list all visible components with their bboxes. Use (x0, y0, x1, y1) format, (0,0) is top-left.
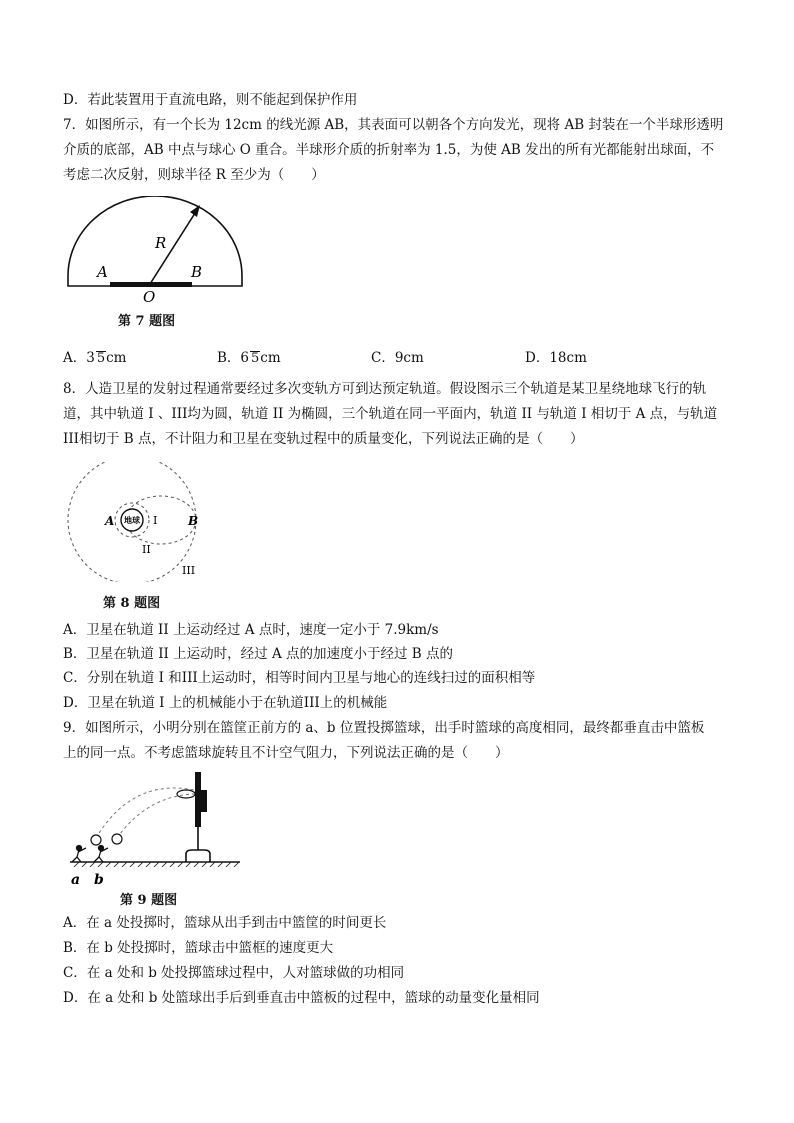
player-b (94, 846, 108, 863)
q7-hemisphere-figure (60, 196, 250, 306)
q8-stem-line3: III相切于 B 点，不计阻力和卫星在变轨过程中的质量变化，下列说法正确的是（ ） (63, 431, 584, 447)
q9-option-c: C．在 a 处和 b 处投掷篮球过程中，人对篮球做的功相同 (63, 965, 405, 981)
label-earth: 地球 (124, 516, 140, 525)
radius-arrow-head (190, 205, 200, 217)
q9-option-d: D．在 a 处和 b 处篮球出手后到垂直击中篮板的过程中，篮球的动量变化量相同 (63, 990, 540, 1006)
label-r: R (155, 234, 167, 252)
label-orbit-ii: II (142, 543, 151, 556)
label-a: A (97, 263, 108, 281)
q7-caption: 第 7 题图 (118, 314, 176, 329)
q7-stem-line2: 介质的底部，AB 中点与球心 O 重合。半球形介质的折射率为 1.5，为使 AB 发出的所有光都能射出球面，不 (63, 142, 715, 158)
q7-option-a: A．3 5cm (63, 350, 127, 366)
q8-option-d: D．卫星在轨道 I 上的机械能小于在轨道III上的机械能 (63, 695, 388, 711)
label-b: B (191, 263, 203, 281)
q9-caption: 第 9 题图 (120, 893, 178, 908)
trajectory-b (117, 794, 194, 838)
q9-option-b: B．在 b 处投掷时，篮球击中篮框的速度更大 (63, 940, 334, 956)
ball-b (112, 834, 122, 844)
q9-option-a: A．在 a 处投掷时，篮球从出手到击中篮筐的时间更长 (63, 915, 387, 931)
q8-stem-line1: 8．人造卫星的发射过程通常要经过多次变轨方可到达预定轨道。假设图示三个轨道是某卫星绕地球飞行的轨 (63, 381, 707, 397)
q7-stem-line1: 7．如图所示，有一个长为 12cm 的线光源 AB，其表面可以朝各个方向发光，现将 AB 封装在一个半球形透明 (63, 117, 724, 133)
label-b: b (94, 872, 104, 888)
q8-option-b: B．卫星在轨道 II 上运动时，经过 A 点的加速度小于经过 B 点的 (63, 646, 454, 662)
q9-basketball-figure (62, 768, 247, 888)
trajectory-a (96, 788, 194, 838)
q8-stem-line2: 道，其中轨道 I 、III均为圆，轨道 II 为椭圆，三个轨道在同一平面内，轨道 II 与轨道 I 相切于 A 点，与轨道 (63, 406, 718, 422)
prev-option-d: D．若此装置用于直流电路，则不能起到保护作用 (63, 92, 358, 108)
ball-a (91, 835, 101, 845)
backboard-pole (195, 772, 201, 827)
q7-option-d: D．18cm (525, 350, 587, 366)
q8-option-c: C．分别在轨道 I 和III上运动时，相等时间内卫星与地心的连线扫过的面积相等 (63, 670, 536, 686)
label-a: A (105, 514, 115, 528)
label-orbit-iii: III (182, 564, 196, 577)
q7-option-c: C．9cm (371, 350, 424, 366)
q9-stem-line2: 上的同一点。不考虑篮球旋转且不计空气阻力，下列说法正确的是（ ） (63, 745, 509, 761)
q9-stem-line1: 9．如图所示，小明分别在篮筐正前方的 a、b 位置投掷篮球，出手时篮球的高度相同，最终都垂直击中篮板 (63, 720, 705, 736)
player-a (72, 846, 86, 863)
label-o: O (143, 288, 156, 306)
label-b: B (188, 514, 199, 528)
label-orbit-i: I (153, 514, 158, 527)
stand-base (186, 850, 210, 862)
q8-option-a: A．卫星在轨道 II 上运动经过 A 点时，速度一定小于 7.9km/s (63, 622, 439, 638)
backboard (201, 790, 207, 812)
label-a: a (71, 872, 81, 888)
q8-orbit-figure (62, 462, 212, 582)
q8-caption: 第 8 题图 (103, 596, 161, 611)
q7-stem-line3: 考虑二次反射，则球半径 R 至少为（ ） (63, 167, 325, 183)
q7-option-b: B．6 5cm (217, 350, 281, 366)
